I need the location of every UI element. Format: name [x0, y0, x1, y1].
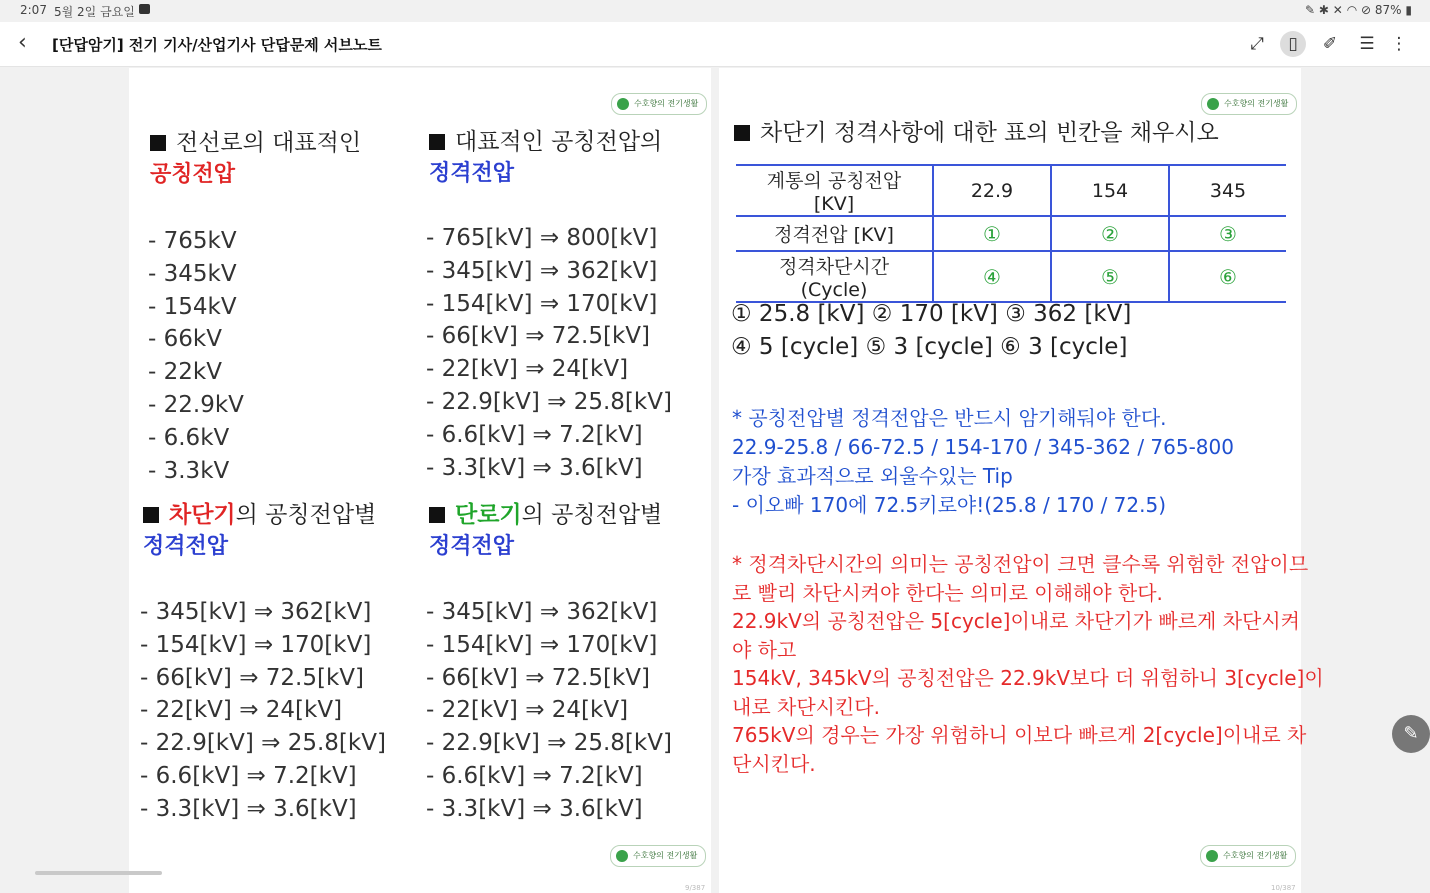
watermark-badge — [610, 845, 706, 867]
list-item: - 345kV — [148, 260, 237, 287]
watermark-text: 수호향의 전기생활 — [634, 99, 699, 108]
table-cell: 22.9 — [933, 165, 1051, 216]
list-item: - 22kV — [148, 359, 222, 386]
voltage-list — [140, 596, 386, 826]
list-item: - 345[kV] ⇒ 362[kV] — [426, 257, 658, 284]
list-item: - 22.9[kV] ⇒ 25.8[kV] — [426, 730, 672, 757]
list-item: - 66[kV] ⇒ 72.5[kV] — [426, 664, 650, 691]
voltage-list — [426, 222, 672, 484]
app-toolbar — [0, 22, 1430, 67]
back-icon[interactable]: ‹ — [18, 30, 27, 55]
pen-icon: ✎ — [1305, 3, 1316, 17]
pencil-icon: ✎ — [1403, 723, 1419, 744]
document-title: [단답암기] 전기 기사/산업기사 단답문제 서브노트 — [52, 36, 382, 54]
list-item: - 154[kV] ⇒ 170[kV] — [140, 631, 372, 658]
expand-icon[interactable]: ⤢ — [1250, 34, 1264, 54]
table-row — [736, 216, 1286, 251]
list-item: - 6.6[kV] ⇒ 7.2[kV] — [426, 421, 643, 448]
note-line: 765kV의 경우는 가장 위험하니 이보다 빠르게 2[cycle]이내로 차 — [732, 723, 1307, 747]
logo-icon — [1206, 850, 1218, 862]
status-bar — [0, 0, 1430, 22]
table-row — [736, 165, 1286, 216]
table-cell: ② — [1051, 216, 1169, 251]
watermark-text: 수호향의 전기생활 — [1224, 99, 1289, 108]
explanation-note — [732, 550, 1324, 778]
table-cell: ⑥ — [1169, 251, 1286, 302]
table-cell: ③ — [1169, 216, 1286, 251]
list-item: - 66[kV] ⇒ 72.5[kV] — [140, 664, 364, 691]
list-item: - 6.6[kV] ⇒ 7.2[kV] — [140, 762, 357, 789]
book-view-icon[interactable]: ▯ — [1280, 31, 1306, 57]
list-item: - 22[kV] ⇒ 24[kV] — [426, 697, 629, 724]
list-item: - 345[kV] ⇒ 362[kV] — [426, 599, 658, 625]
question-title: 차단기 정격사항에 대한 표의 빈칸을 채우시오 — [734, 114, 1219, 147]
section-heading-highlight: 정격전압 — [143, 534, 229, 559]
list-item: - 22[kV] ⇒ 24[kV] — [426, 356, 629, 383]
status-date: 5월 2일 금요일 — [54, 5, 135, 19]
table-cell: 계통의 공칭전압 [KV] — [736, 165, 933, 216]
table-row — [736, 251, 1286, 302]
note-line: 22.9-25.8 / 66-72.5 / 154-170 / 345-362 / 765-800 — [732, 435, 1234, 459]
note-line: * 공칭전압별 정격전압은 반드시 암기해둬야 한다. — [732, 406, 1167, 430]
list-item: - 765[kV] ⇒ 800[kV] — [426, 225, 658, 251]
bluetooth-icon: ✱ — [1318, 3, 1329, 17]
edit-pen-button[interactable] — [1392, 715, 1430, 753]
list-item: - 3.3[kV] ⇒ 3.6[kV] — [140, 795, 357, 822]
left-page — [129, 68, 711, 893]
watermark-badge — [1201, 93, 1297, 115]
list-item: - 3.3kV — [148, 457, 230, 484]
section-heading-highlight: 공칭전압 — [150, 162, 236, 187]
list-item: - 6.6[kV] ⇒ 7.2[kV] — [426, 762, 643, 789]
note-line: - 이오빠 170에 72.5키로야!(25.8 / 170 / 72.5) — [732, 493, 1166, 517]
watermark-text: 수호향의 전기생활 — [633, 851, 698, 860]
note-line: 야 하고 — [732, 637, 797, 662]
rating-table — [736, 164, 1286, 303]
table-cell: 154 — [1051, 165, 1169, 216]
highlighter-icon[interactable]: ✐ — [1322, 34, 1338, 54]
voltage-list — [426, 596, 672, 826]
table-cell: 정격전압 [KV] — [736, 216, 933, 251]
table-cell: 정격차단시간 (Cycle) — [736, 251, 933, 302]
status-time: 2:07 — [20, 3, 47, 17]
dnd-icon: ⊘ — [1361, 3, 1372, 17]
note-line: 가장 효과적으로 외울수있는 Tip — [732, 464, 1013, 488]
list-item: - 154[kV] ⇒ 170[kV] — [426, 631, 658, 658]
section-heading: 단로기의 공칭전압별 — [429, 496, 662, 529]
list-item: - 765kV — [148, 228, 237, 254]
watermark-text: 수호향의 전기생활 — [1223, 851, 1288, 860]
list-item: - 3.3[kV] ⇒ 3.6[kV] — [426, 454, 643, 481]
list-item: - 3.3[kV] ⇒ 3.6[kV] — [426, 795, 643, 822]
note-line: 22.9kV의 공칭전압은 5[cycle]이내로 차단기가 빠르게 차단시켜 — [732, 609, 1301, 633]
section-heading: 전선로의 대표적인 — [150, 124, 361, 157]
note-line: 내로 차단시킨다. — [732, 694, 880, 719]
list-item: - 22.9[kV] ⇒ 25.8[kV] — [426, 388, 672, 415]
outline-icon[interactable]: ☰ — [1359, 34, 1375, 54]
square-bullet-icon — [143, 507, 159, 523]
note-line: * 정격차단시간의 의미는 공칭전압이 크면 클수록 위험한 전압이므 — [732, 552, 1309, 576]
answer-line: ④ 5 [cycle] ⑤ 3 [cycle] ⑥ 3 [cycle] — [731, 334, 1128, 360]
gallery-notification-icon — [139, 4, 150, 14]
note-line: 로 빨리 차단시켜야 한다는 의미로 이해해야 한다. — [732, 580, 1163, 605]
list-item: - 6.6kV — [148, 424, 230, 451]
list-item: - 154[kV] ⇒ 170[kV] — [426, 290, 658, 317]
list-item: - 22.9kV — [148, 391, 244, 418]
answer-line: ① 25.8 [kV] ② 170 [kV] ③ 362 [kV] — [731, 301, 1132, 327]
square-bullet-icon — [734, 125, 750, 141]
answer-list — [731, 298, 1131, 364]
note-line: 154kV, 345kV의 공칭전압은 22.9kV보다 더 위험하니 3[cycle]이 — [732, 666, 1324, 690]
table-cell: ④ — [933, 251, 1051, 302]
square-bullet-icon — [429, 134, 445, 150]
status-icons — [1305, 3, 1412, 17]
battery-level: 87% — [1374, 3, 1402, 17]
mute-icon: ✕ — [1332, 3, 1343, 17]
more-options-icon[interactable]: ⋮ — [1390, 34, 1408, 54]
square-bullet-icon — [429, 507, 445, 523]
list-item: - 66[kV] ⇒ 72.5[kV] — [426, 323, 650, 350]
page-number: 9/387 — [685, 884, 706, 892]
battery-icon: ▮ — [1405, 3, 1412, 17]
list-item: - 66kV — [148, 326, 222, 353]
section-heading: 차단기의 공칭전압별 — [143, 496, 376, 529]
note-line: 단시킨다. — [732, 751, 816, 776]
logo-icon — [617, 98, 629, 110]
voltage-list — [148, 225, 244, 487]
page-number: 10/387 — [1271, 884, 1296, 892]
watermark-badge — [611, 93, 707, 115]
scroll-indicator[interactable] — [35, 871, 162, 875]
section-heading-highlight: 정격전압 — [429, 534, 515, 559]
table-cell: 345 — [1169, 165, 1286, 216]
list-item: - 22.9[kV] ⇒ 25.8[kV] — [140, 730, 386, 757]
square-bullet-icon — [150, 135, 166, 151]
logo-icon — [616, 850, 628, 862]
table-cell: ① — [933, 216, 1051, 251]
table-cell: ⑤ — [1051, 251, 1169, 302]
section-heading-highlight: 정격전압 — [429, 161, 515, 186]
list-item: - 22[kV] ⇒ 24[kV] — [140, 697, 343, 724]
list-item: - 345[kV] ⇒ 362[kV] — [140, 599, 372, 625]
wifi-icon: ◠ — [1346, 3, 1358, 17]
logo-icon — [1207, 98, 1219, 110]
memorization-note — [732, 404, 1234, 520]
watermark-badge — [1200, 845, 1296, 867]
list-item: - 154kV — [148, 293, 237, 320]
section-heading: 대표적인 공칭전압의 — [429, 123, 662, 156]
